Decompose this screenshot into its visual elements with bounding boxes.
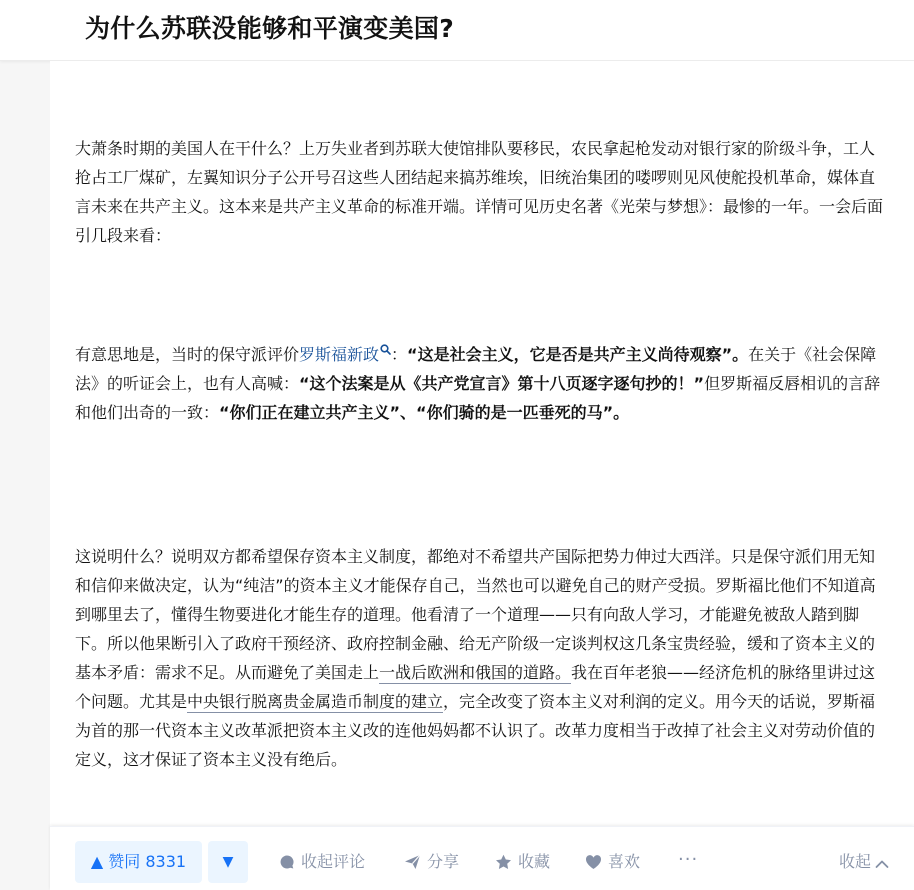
p2-text-3: 在关于《社会保障法》的听证会上，也有人高喊： [75, 345, 877, 393]
downvote-button[interactable]: ▼ [208, 841, 248, 883]
search-link-roosevelt-new-deal[interactable] [299, 345, 391, 364]
question-title[interactable]: 为什么苏联没能够和平演变美国? [85, 14, 455, 43]
chevron-up-icon [875, 859, 889, 869]
paragraph-3 [75, 542, 887, 774]
more-button[interactable]: ··· [678, 849, 699, 870]
share-label[interactable]: 分享 [427, 852, 460, 871]
comment-button[interactable] [279, 841, 365, 883]
like-button[interactable] [585, 841, 640, 883]
favorite-label[interactable]: 收藏 [518, 852, 551, 871]
p3-text-2: 我在百年老狼——经济危机的脉络里讲过这个问题。尤其是 [75, 663, 876, 711]
comment-icon [279, 854, 295, 870]
quote-socialism: “这是社会主义，它是否是共产主义尚待观察”。 [407, 345, 749, 364]
p2-text-2: ： [391, 345, 408, 364]
p3-text-1: 这说明什么？说明双方都希望保存资本主义制度，都绝对不希望共产国际把势力伸过大西洋。只是保守派们用无知和信仰来做决定，认为“纯洁”的资本主义才能保存自己，当然也可以避免自己的财产受损。罗斯福比他们不知道高到哪里去了，懂得生物要进化才能生存的道理。他看清了一个道理——只有向敌人学习，才能避免被敌人踏到脚下。所以他果断引入了政府干预经济、政府控制金融、给无产阶级一定谈判权这几条宝贵经验，缓和了资本主义的基本矛盾：需求不足。从而避免了美国走上 [75, 547, 876, 682]
like-label[interactable]: 喜欢 [608, 852, 641, 871]
favorite-button[interactable] [495, 841, 550, 883]
paragraph-2 [75, 340, 887, 427]
paragraph-1: 大萧条时期的美国人在干什么？上万失业者到苏联大使馆排队要移民，农民拿起枪发动对银行家的阶级斗争，工人抢占工厂煤矿，左翼知识分子公开号召这些人团结起来搞苏维埃，旧统治集团的喽啰则见风使舵投机革命，媒体直言未来在共产主义。这本来是共产主义革命的标准开端。详情可见历史名著《光荣与梦想》：最惨的一年。一会后面引几段来看： [75, 139, 884, 245]
search-icon [380, 344, 391, 355]
link-central-bank[interactable]: 中央银行脱离贵金属造币制度的建立 [187, 692, 444, 711]
upvote-button[interactable]: ▲ 赞同 8331 [75, 841, 202, 883]
star-icon [495, 854, 512, 870]
collapse-button[interactable] [839, 841, 889, 883]
p2-text-4: 但罗斯福反唇相讥的言辞和他们出奇的一致： [75, 374, 881, 422]
question-header [0, 0, 914, 61]
collapse-label[interactable]: 收起 [838, 852, 871, 871]
action-bar [50, 826, 914, 890]
share-icon [404, 854, 421, 870]
search-link-label[interactable]: 罗斯福新政 [299, 345, 380, 364]
heart-icon [585, 854, 602, 870]
p2-text-1: 有意思地是，当时的保守派评价 [75, 345, 300, 364]
quote-manifesto: “这个法案是从《共产党宣言》第十八页逐字逐句抄的！” [299, 374, 705, 393]
link-europe-russia-road[interactable]: 一战后欧洲和俄国的道路。 [379, 663, 572, 682]
quote-dying-horse: “你们正在建立共产主义”、“你们骑的是一匹垂死的马”。 [219, 403, 630, 422]
p3-text-3: ，完全改变了资本主义对利润的定义。用今天的话说，罗斯福为首的那一代资本主义改革派把资本主义改的连他妈妈都不认识了。改革力度相当于改掉了社会主义对劳动价值的定义，这才保证了资本主义没有绝后。 [75, 692, 876, 769]
comment-label[interactable]: 收起评论 [301, 852, 366, 871]
share-button[interactable] [404, 841, 459, 883]
